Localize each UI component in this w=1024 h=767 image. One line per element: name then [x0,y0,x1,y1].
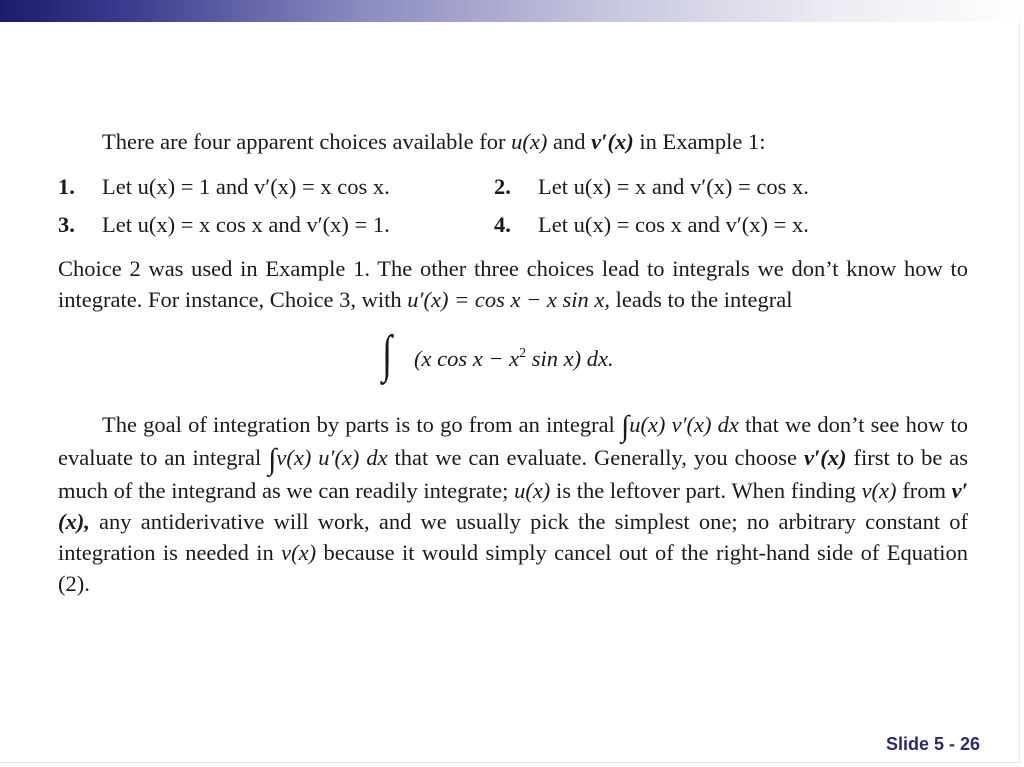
p3-text-g: any antiderivative will work, and we usually pick the simplest one; no arbitrary constant of integration is needed in [58,509,968,565]
choice-2 [494,171,809,202]
p3-integral-1: u(x) v′(x) dx [629,412,739,437]
intro-vpx: v′(x) [591,129,634,154]
choice-3 [58,209,390,240]
choice-4-number: 4. [494,212,511,237]
p3-text-b: that we don’t see how to evaluate to an integral [58,412,969,470]
p3-text-a: The goal of integration by parts is to go from an integral [102,412,621,437]
p3-vx: v(x) [861,478,897,503]
p3-text-f: from [896,478,952,503]
choice-discussion-paragraph [58,253,968,315]
choice-1-number: 1. [58,174,75,199]
choice-3-number: 3. [58,212,75,237]
intro-text-c: in Example 1: [633,129,766,154]
choice-1-text: Let u(x) = 1 and v′(x) = x cos x. [102,174,390,199]
p3-integral-2: v(x) u′(x) dx [276,445,388,470]
p2-text-a: Choice 2 was used in Example 1. The other three choices lead to integrals we don’t know how to integrate. For instance, Choice 3, with [58,256,968,312]
equation-expression [414,343,614,374]
intro-text-b: and [547,129,592,154]
p2-text-b: leads to the integral [610,287,793,312]
slide-number: Slide 5 - 26 [885,734,980,754]
p3-vprime: v′(x) [803,445,847,470]
equation-exponent: 2 [519,346,527,361]
display-equation [58,319,968,405]
goal-paragraph [58,409,968,599]
choice-4-text: Let u(x) = cos x and v′(x) = x. [538,212,809,237]
p3-text-h: because it would simply cancel out of the right-hand side of Equation (2). [58,540,968,596]
p3-vx-2: v(x) [281,540,317,565]
intro-text-a: There are four apparent choices available for [102,129,512,154]
inline-integral-sign-1: ∫ [620,410,630,443]
p3-vprime-2: v′(x), [58,478,968,534]
choice-4 [494,209,809,240]
equation-expr-b: sin x) dx. [526,346,614,371]
title-gradient-bar [0,0,1024,22]
intro-paragraph [58,126,968,157]
choice-1 [58,171,390,202]
choices-list [58,171,968,247]
choice-2-number: 2. [494,174,511,199]
p3-text-c: that we can evaluate. Generally, you choose [387,445,804,470]
equation-expr-a: (x cos x − x [414,346,520,371]
p2-math: u′(x) = cos x − x sin x, [407,287,611,312]
integral-sign: ∫ [382,326,393,383]
slide-content [58,126,968,599]
choice-2-text: Let u(x) = x and v′(x) = cos x. [538,174,809,199]
p3-text-e: is the leftover part. When finding [550,478,862,503]
inline-integral-sign-2: ∫ [268,443,277,476]
p3-text-d: first to be as much of the integrand as we can readily integrate; [58,445,969,503]
intro-ux: u(x) [511,129,548,154]
p3-ux: u(x) [514,478,551,503]
choice-3-text: Let u(x) = x cos x and v′(x) = 1. [102,212,390,237]
